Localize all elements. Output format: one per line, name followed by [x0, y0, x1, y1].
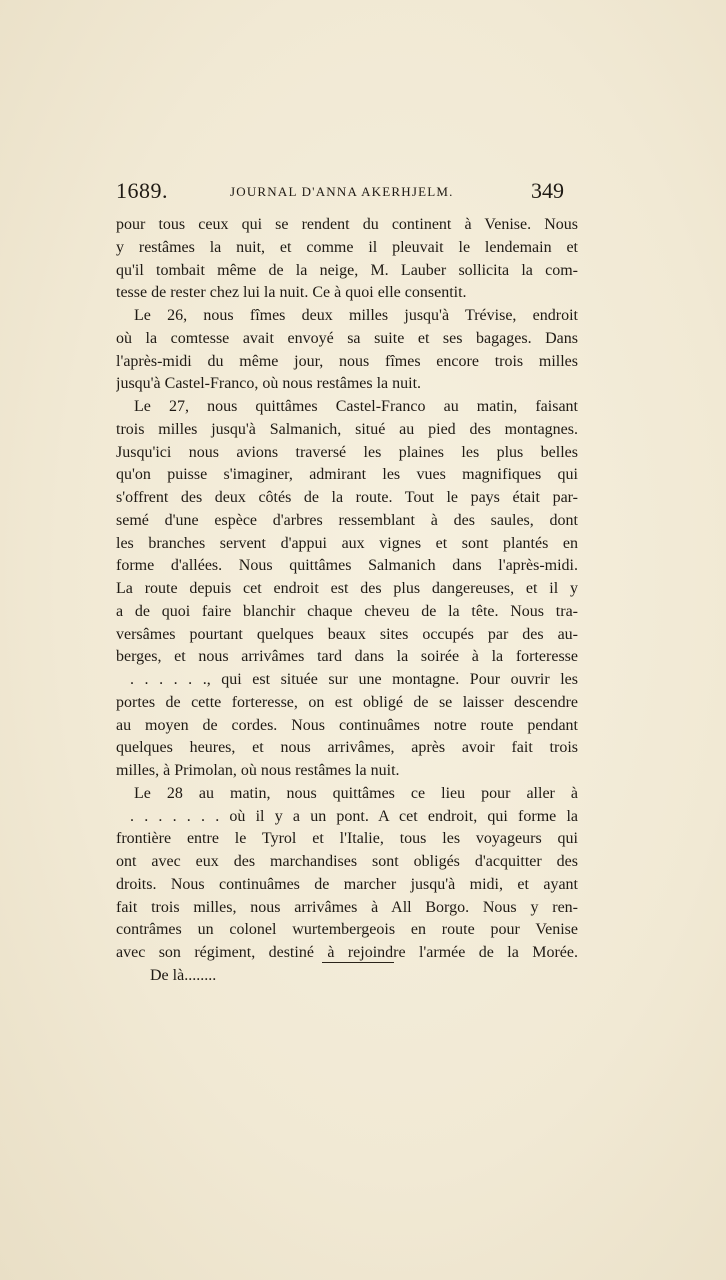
text-line: De là........: [150, 966, 217, 984]
text-line: les branches servent d'appui aux vignes et sont plantés en: [116, 534, 578, 552]
text-line: portes de cette forteresse, on est obligé de se laisser descendre: [116, 693, 578, 711]
text-line: fait trois milles, nous arrivâmes à All Borgo. Nous y ren-: [116, 898, 578, 916]
text-line: forme d'allées. Nous quittâmes Salmanich dans l'après-midi.: [116, 557, 578, 575]
text-line: contrâmes un colonel wurtembergeois en route pour Venise: [116, 921, 578, 939]
text-line: . . . . . . . où il y a un pont. A cet endroit, qui forme la: [130, 807, 578, 825]
header-title: JOURNAL D'ANNA AKERHJELM.: [230, 184, 454, 199]
text-line: tesse de rester chez lui la nuit. Ce à quoi elle consentit.: [116, 284, 467, 302]
text-line: pour tous ceux qui se rendent du continent à Venise. Nous: [116, 216, 578, 233]
text-line: a de quoi faire blanchir chaque cheveu de la tête. Nous tra-: [116, 602, 578, 620]
end-rule: [322, 962, 394, 963]
text-line: . . . . . ., qui est située sur une montagne. Pour ouvrir les: [130, 671, 578, 688]
text-line: où la comtesse avait envoyé sa suite et ses bagages. Dans: [116, 329, 578, 347]
text-line: l'après-midi du même jour, nous fîmes encore trois milles: [116, 352, 578, 370]
text-line: qu'on puisse s'imaginer, admirant les vues magnifiques qui: [116, 466, 578, 484]
text-line: Jusqu'ici nous avions traversé les plaines les plus belles: [116, 443, 578, 461]
text-line: y restâmes la nuit, et comme il pleuvait le lendemain et: [116, 238, 578, 256]
text-line: avec son régiment, destiné à rejoindre l'armée de la Morée.: [116, 944, 578, 961]
body-text: [116, 214, 578, 988]
text-line: quelques heures, et nous arrivâmes, après avoir fait trois: [116, 739, 578, 757]
text-line: au moyen de cordes. Nous continuâmes notre route pendant: [116, 716, 578, 734]
text-line: trois milles jusqu'à Salmanich, situé au pied des montagnes.: [116, 420, 578, 438]
text-line: versâmes pourtant quelques beaux sites occupés par des au-: [116, 625, 578, 643]
text-line: Le 26, nous fîmes deux milles jusqu'à Trévise, endroit: [134, 307, 578, 324]
text-line: jusqu'à Castel-Franco, où nous restâmes la nuit.: [116, 375, 422, 393]
text-line: La route depuis cet endroit est des plus dangereuses, et il y: [116, 580, 578, 597]
text-line: ont avec eux des marchandises sont obligés d'acquitter des: [116, 853, 578, 870]
running-head: [116, 178, 564, 208]
text-line: milles, à Primolan, où nous restâmes la nuit.: [116, 762, 400, 779]
text-line: frontière entre le Tyrol et l'Italie, tous les voyageurs qui: [116, 830, 578, 848]
text-line: Le 28 au matin, nous quittâmes ce lieu pour aller à: [134, 784, 578, 802]
header-year: 1689.: [116, 178, 168, 203]
page-number: 349: [531, 178, 564, 203]
text-line: berges, et nous arrivâmes tard dans la soirée à la forteresse: [116, 648, 578, 666]
text-line: Le 27, nous quittâmes Castel-Franco au matin, faisant: [134, 398, 578, 415]
text-line: qu'il tombait même de la neige, M. Lauber sollicita la com-: [116, 261, 578, 279]
text-line: s'offrent des deux côtés de la route. Tout le pays était par-: [116, 489, 578, 506]
text-line: semé d'une espèce d'arbres ressemblant à des saules, dont: [116, 511, 578, 529]
text-line: droits. Nous continuâmes de marcher jusqu'à midi, et ayant: [116, 875, 578, 893]
